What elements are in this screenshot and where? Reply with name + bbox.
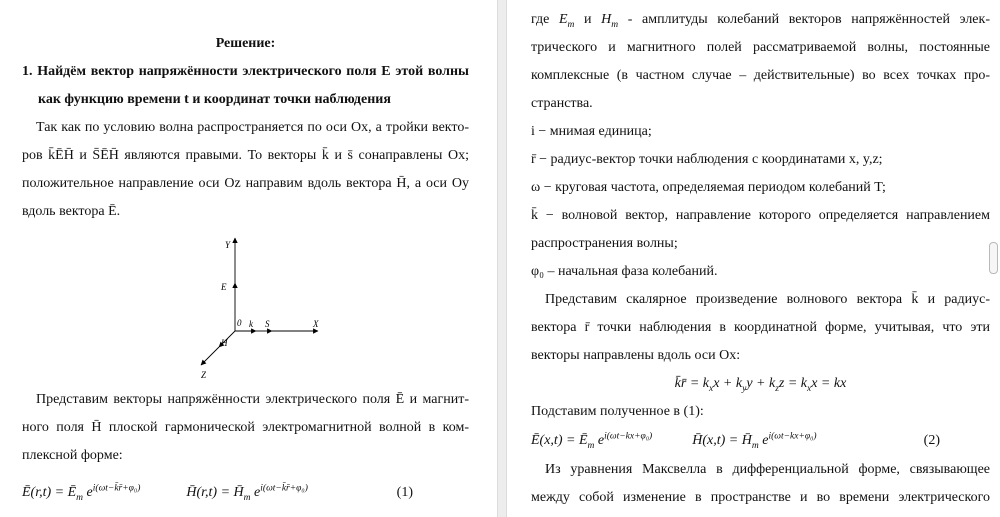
text-line: где $E_m$ и $H_m$ - амплитуды колебаний векторов напряжённостей элек- <box>531 12 990 30</box>
formula-1-number: (1) <box>396 485 413 500</box>
definition-omega: ω − круговая частота, определяемая периодом колебаний T; <box>531 180 886 195</box>
paragraph-amplitudes <box>531 6 990 118</box>
k-vector-label: k <box>249 319 253 329</box>
text-line: ного поля H̄ плоской гармонической электромагнитной волной в ком- <box>22 420 469 435</box>
formula-2-number: (2) <box>923 433 940 448</box>
solution-heading: Решение: <box>215 36 276 51</box>
h-vector-label: H <box>221 338 228 348</box>
paragraph-axes <box>22 114 469 226</box>
page-left <box>0 0 497 517</box>
text-line: вдоль вектора Ē. <box>22 204 121 219</box>
formula-1-row <box>22 478 469 508</box>
text-line: трического и магнитного полей рассматриваемой волны, постоянные <box>531 40 990 55</box>
text-line: Так как по условию волна распространяется по оси Ох, а тройки векто- <box>36 120 469 135</box>
text-line: Из уравнения Максвелла в дифференциальной форме, связывающее <box>545 462 990 477</box>
definition-r: r̄ − радиус-вектор точки наблюдения с координатами x, y,z; <box>531 152 883 167</box>
scrollbar-thumb[interactable] <box>989 242 998 274</box>
formula-kr: k̄r̄ = $k_xx + k_yy + k_zz = k_xx$ = kx <box>674 376 847 394</box>
text-line: комплексные (в частном случае – действительные) во всех точках про- <box>531 68 990 83</box>
z-axis-arrow <box>201 347 219 365</box>
text-line: ров k̄ĒH̄ и S̄ĒH̄ являются правыми. То векторы k̄ и s̄ сонаправлены Ох; <box>22 148 469 163</box>
x-axis-label: X <box>313 319 319 329</box>
text-line: вектора r̄ точки наблюдения в координатной форме, учитывая, что эти <box>531 320 990 335</box>
page-gap <box>497 0 507 517</box>
definition-phi0: φ₀ – начальная фаза колебаний. <box>531 264 718 279</box>
paragraph-scalar-product <box>531 286 990 370</box>
axes-diagram <box>157 228 357 384</box>
text-line: векторы направлены вдоль оси Ох: <box>531 348 741 363</box>
formula-1-H: H̄(r,t) = $H̄_m$ $e^{i(\omega t-k̄r̄+\varphi_0)}$ <box>186 483 308 503</box>
formula-2-row <box>531 426 990 456</box>
paragraph-maxwell <box>531 456 990 512</box>
definition-i: i − мнимая единица; <box>531 124 652 139</box>
paragraph-complex-form <box>22 386 469 470</box>
s-vector-label: S <box>265 319 270 329</box>
page-right <box>507 0 1000 517</box>
substitute-line: Подставим полученное в (1): <box>531 404 704 419</box>
y-axis-label: Y <box>225 240 231 250</box>
z-axis-label: Z <box>201 370 207 380</box>
text-line: странства. <box>531 96 593 111</box>
definitions-list <box>531 118 990 286</box>
formula-2-E: Ē(x,t) = $Ē_m$ $e^{i(\omega t-kx+\varphi_0)}$ <box>531 431 653 451</box>
text-line: Представим векторы напряжённости электрического поля Ē и магнит- <box>36 392 469 407</box>
task-title <box>22 58 469 114</box>
coordinate-diagram <box>22 228 469 386</box>
definition-k-cont: распространения волны; <box>531 236 678 251</box>
text-line: плексной форме: <box>22 448 123 463</box>
text-line: между собой изменение в пространстве и во времени электрического <box>531 490 990 505</box>
formula-2-H: H̄(x,t) = $H̄_m$ $e^{i(\omega t-kx+\varphi_0)}$ <box>692 431 817 451</box>
text-line: 1. Найдём вектор напряжённости электрического поля E этой волны <box>22 64 469 79</box>
e-vector-label: E <box>221 282 227 292</box>
origin-label: 0 <box>237 318 242 328</box>
definition-k: k̄ − волновой вектор, направление которого определяется направлением <box>531 208 990 223</box>
text-line: положительное направление оси Oz направим вдоль вектора H̄, а оси Оу <box>22 176 469 191</box>
text-line: как функцию времени t и координат точки наблюдения <box>38 92 391 107</box>
text-line: Представим скалярное произведение волнового вектора k̄ и радиус- <box>545 292 990 307</box>
formula-1-E: Ē(r,t) = $Ē_m$ $e^{i(\omega t-k̄r̄+\varphi_0)}$ <box>22 483 141 503</box>
